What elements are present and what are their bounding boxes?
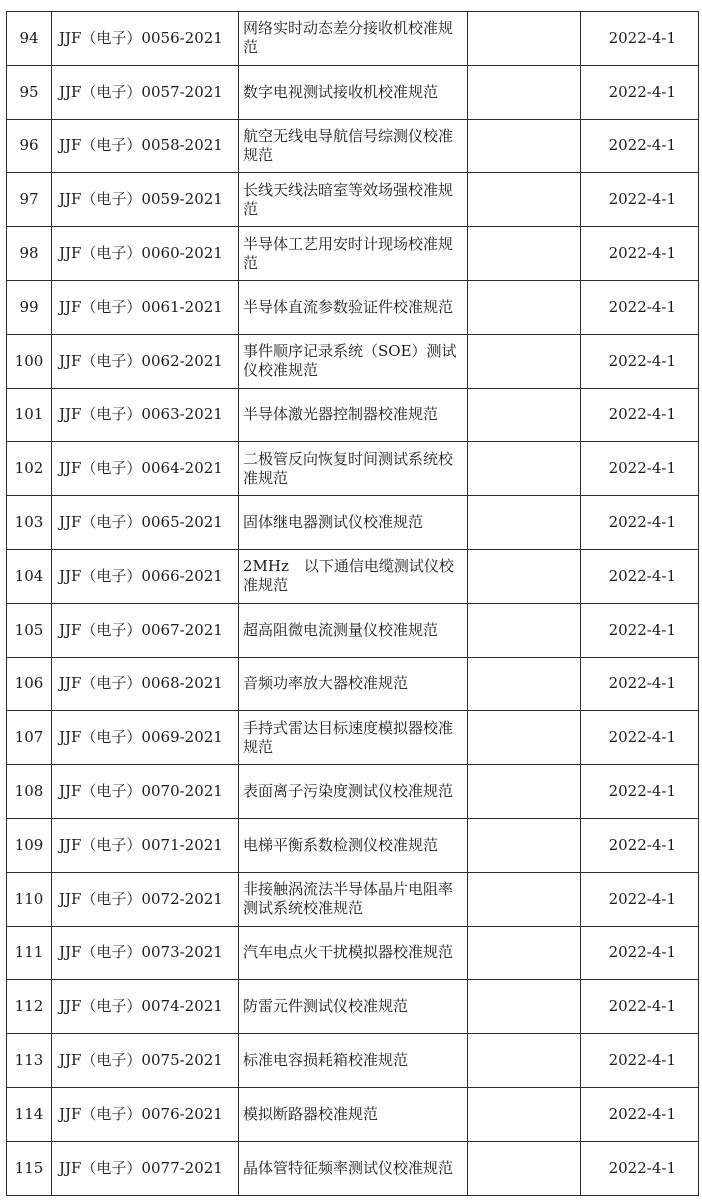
effective-date: 2022-4-1 [581,549,699,603]
standard-name: 数字电视测试接收机校准规范 [239,65,468,119]
table-row [7,765,699,819]
table-row [7,711,699,765]
effective-date: 2022-4-1 [581,12,699,66]
row-number: 96 [7,119,52,173]
table-row [7,227,699,281]
effective-date: 2022-4-1 [581,334,699,388]
remark-cell [468,872,581,926]
standard-code: JJF（电子）0075-2021 [52,1034,239,1088]
table-row [7,496,699,550]
table-row [7,926,699,980]
standard-name: 模拟断路器校准规范 [239,1087,468,1141]
effective-date: 2022-4-1 [581,765,699,819]
remark-cell [468,980,581,1034]
standard-name: 二极管反向恢复时间测试系统校准规范 [239,442,468,496]
remark-cell [468,603,581,657]
table-row [7,65,699,119]
effective-date: 2022-4-1 [581,173,699,227]
row-number: 109 [7,818,52,872]
standard-code: JJF（电子）0072-2021 [52,872,239,926]
row-number: 98 [7,227,52,281]
effective-date: 2022-4-1 [581,496,699,550]
effective-date: 2022-4-1 [581,711,699,765]
standard-name: 固体继电器测试仪校准规范 [239,496,468,550]
standards-table [6,11,699,1196]
remark-cell [468,926,581,980]
row-number: 111 [7,926,52,980]
row-number: 103 [7,496,52,550]
table-row [7,818,699,872]
remark-cell [468,12,581,66]
standard-name: 手持式雷达目标速度模拟器校准规范 [239,711,468,765]
row-number: 95 [7,65,52,119]
standard-name: 晶体管特征频率测试仪校准规范 [239,1141,468,1195]
standard-code: JJF（电子）0077-2021 [52,1141,239,1195]
effective-date: 2022-4-1 [581,119,699,173]
standard-name: 汽车电点火干扰模拟器校准规范 [239,926,468,980]
standard-code: JJF（电子）0069-2021 [52,711,239,765]
effective-date: 2022-4-1 [581,280,699,334]
effective-date: 2022-4-1 [581,818,699,872]
row-number: 104 [7,549,52,603]
standard-code: JJF（电子）0057-2021 [52,65,239,119]
effective-date: 2022-4-1 [581,388,699,442]
effective-date: 2022-4-1 [581,657,699,711]
effective-date: 2022-4-1 [581,872,699,926]
table-row [7,1087,699,1141]
row-number: 99 [7,280,52,334]
row-number: 107 [7,711,52,765]
standard-code: JJF（电子）0066-2021 [52,549,239,603]
standard-name: 电梯平衡系数检测仪校准规范 [239,818,468,872]
remark-cell [468,1034,581,1088]
row-number: 94 [7,12,52,66]
standard-name: 半导体直流参数验证件校准规范 [239,280,468,334]
table-row [7,173,699,227]
remark-cell [468,657,581,711]
standard-code: JJF（电子）0068-2021 [52,657,239,711]
standard-name: 防雷元件测试仪校准规范 [239,980,468,1034]
standard-name: 半导体工艺用安时计现场校准规范 [239,227,468,281]
table-row [7,549,699,603]
row-number: 97 [7,173,52,227]
standards-table-body [7,12,699,1196]
remark-cell [468,173,581,227]
standard-code: JJF（电子）0071-2021 [52,818,239,872]
effective-date: 2022-4-1 [581,1087,699,1141]
standard-code: JJF（电子）0076-2021 [52,1087,239,1141]
standard-name: 表面离子污染度测试仪校准规范 [239,765,468,819]
standard-code: JJF（电子）0062-2021 [52,334,239,388]
standard-code: JJF（电子）0059-2021 [52,173,239,227]
remark-cell [468,388,581,442]
remark-cell [468,1141,581,1195]
effective-date: 2022-4-1 [581,926,699,980]
table-row [7,12,699,66]
row-number: 110 [7,872,52,926]
remark-cell [468,818,581,872]
remark-cell [468,119,581,173]
table-row [7,334,699,388]
standard-name: 航空无线电导航信号综测仪校准规范 [239,119,468,173]
standard-code: JJF（电子）0061-2021 [52,280,239,334]
row-number: 100 [7,334,52,388]
standard-name: 2MHz 以下通信电缆测试仪校准规范 [239,549,468,603]
row-number: 112 [7,980,52,1034]
standard-code: JJF（电子）0070-2021 [52,765,239,819]
table-row [7,872,699,926]
standard-code: JJF（电子）0060-2021 [52,227,239,281]
standard-code: JJF（电子）0064-2021 [52,442,239,496]
standard-code: JJF（电子）0074-2021 [52,980,239,1034]
row-number: 115 [7,1141,52,1195]
table-row [7,1141,699,1195]
row-number: 114 [7,1087,52,1141]
standard-name: 超高阻微电流测量仪校准规范 [239,603,468,657]
remark-cell [468,711,581,765]
standard-code: JJF（电子）0073-2021 [52,926,239,980]
effective-date: 2022-4-1 [581,442,699,496]
standard-code: JJF（电子）0065-2021 [52,496,239,550]
standard-name: 标准电容损耗箱校准规范 [239,1034,468,1088]
remark-cell [468,334,581,388]
table-row [7,442,699,496]
remark-cell [468,765,581,819]
row-number: 105 [7,603,52,657]
effective-date: 2022-4-1 [581,227,699,281]
table-row [7,603,699,657]
standard-code: JJF（电子）0056-2021 [52,12,239,66]
table-row [7,980,699,1034]
row-number: 113 [7,1034,52,1088]
standard-name: 非接触涡流法半导体晶片电阻率测试系统校准规范 [239,872,468,926]
table-row [7,1034,699,1088]
effective-date: 2022-4-1 [581,1034,699,1088]
standard-code: JJF（电子）0067-2021 [52,603,239,657]
remark-cell [468,496,581,550]
row-number: 101 [7,388,52,442]
standard-name: 事件顺序记录系统（SOE）测试仪校准规范 [239,334,468,388]
standard-code: JJF（电子）0063-2021 [52,388,239,442]
remark-cell [468,442,581,496]
row-number: 102 [7,442,52,496]
standard-name: 长线天线法暗室等效场强校准规范 [239,173,468,227]
standard-code: JJF（电子）0058-2021 [52,119,239,173]
row-number: 108 [7,765,52,819]
table-row [7,280,699,334]
effective-date: 2022-4-1 [581,603,699,657]
effective-date: 2022-4-1 [581,980,699,1034]
effective-date: 2022-4-1 [581,1141,699,1195]
remark-cell [468,549,581,603]
remark-cell [468,65,581,119]
remark-cell [468,280,581,334]
table-row [7,388,699,442]
row-number: 106 [7,657,52,711]
standard-name: 网络实时动态差分接收机校准规范 [239,12,468,66]
table-row [7,657,699,711]
table-row [7,119,699,173]
effective-date: 2022-4-1 [581,65,699,119]
remark-cell [468,227,581,281]
standard-name: 半导体激光器控制器校准规范 [239,388,468,442]
remark-cell [468,1087,581,1141]
standard-name: 音频功率放大器校准规范 [239,657,468,711]
